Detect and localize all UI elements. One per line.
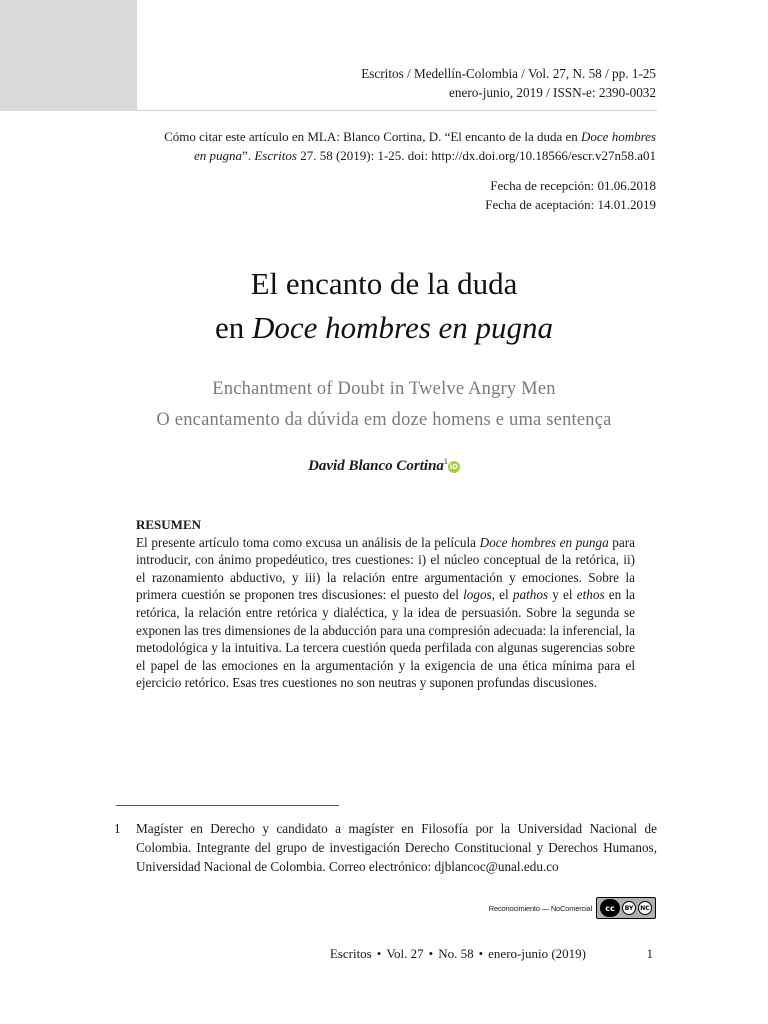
abstract-italic: pathos: [512, 587, 549, 603]
abstract-heading: RESUMEN: [136, 517, 202, 532]
citation-doi[interactable]: 27. 58 (2019): 1-25. doi: http://dx.doi.org/10.18566/escr.v27n58.a01: [296, 148, 656, 163]
license-text: Reconocimiento — NoComercial: [488, 903, 592, 913]
footnote: [114, 819, 657, 876]
title-line: El encanto de la duda: [250, 266, 518, 301]
abstract-text: El presente artículo toma como excusa un análisis de la película: [136, 534, 480, 550]
english-title: Enchantment of Doubt in Twelve Angry Men: [212, 379, 556, 399]
author-footnote-mark[interactable]: 1: [443, 457, 448, 466]
abstract-italic: ethos: [576, 587, 605, 603]
article-title: [0, 262, 768, 350]
abstract-text: y el: [548, 587, 577, 603]
by-icon: BY: [622, 901, 636, 915]
footnote-text: Magíster en Derecho y candidato a magíster en Filosofía por la Universidad Nacional de Colombia. Integrante del grupo de investigación Derecho Constitucional y Derechos Humanos, Universidad Nacional de Colombia. Correo electrónico: djblancoc@unal.edu.co: [136, 821, 657, 874]
citation-film-title: Doce hombres: [581, 129, 656, 144]
footer-bullet: •: [478, 946, 484, 961]
journal-header-line: Escritos / Medellín-Colombia / Vol. 27, N. 58 / pp. 1-25: [361, 66, 656, 81]
journal-header-line: enero-junio, 2019 / ISSN-e: 2390-0032: [449, 85, 656, 100]
citation-journal: Escritos: [254, 148, 297, 163]
cc-icon: cc: [600, 899, 620, 917]
title-prefix: en: [214, 310, 252, 345]
accepted-date: Fecha de aceptación: 14.01.2019: [485, 197, 656, 212]
footer-number: No. 58: [438, 946, 474, 961]
abstract-section: [136, 516, 635, 692]
license-block[interactable]: [489, 897, 656, 919]
abstract-text: para introducir, con ánimo propedéutico, tres cuestiones: i) el núcleo conceptual de la retórica, ii) el razonamiento abductivo, y iii) la relación entre argumentación y emociones. Sobre la primera cuestión se proponen tres discusiones: el puesto del: [136, 534, 635, 603]
footnote-rule: [116, 805, 339, 806]
orcid-icon[interactable]: iD: [449, 463, 459, 471]
footer-journal: Escritos: [329, 946, 372, 961]
nc-icon: NC: [638, 901, 652, 915]
cc-license-badge[interactable]: [596, 897, 656, 919]
citation-prefix: Cómo citar este artículo en MLA: Blanco Cortina, D. “El encanto de la duda en: [164, 129, 582, 144]
corner-decoration: [0, 0, 137, 111]
portuguese-title: O encantamento da dúvida em doze homens e uma sentença: [156, 410, 612, 430]
running-footer: [330, 946, 586, 962]
citation-mid: ”.: [242, 148, 255, 163]
citation-block: [120, 127, 656, 165]
abstract-text: , el: [491, 587, 513, 603]
footer-volume: Vol. 27: [386, 946, 424, 961]
title-film: Doce hombres en pugna: [251, 310, 554, 345]
abstract-italic: logos: [463, 587, 492, 603]
footer-bullet: •: [376, 946, 382, 961]
title-line: [0, 306, 768, 350]
journal-header: [361, 64, 656, 102]
abstract-italic: Doce hombres en punga: [479, 534, 609, 550]
page-number: 1: [646, 946, 653, 961]
footnote-number: 1: [114, 821, 121, 836]
footer-bullet: •: [428, 946, 434, 961]
author-name: David Blanco Cortina: [308, 458, 444, 474]
footer-period: enero-junio (2019): [488, 946, 586, 961]
dates-block: [485, 176, 656, 214]
citation-film-title: en pugna: [194, 148, 243, 163]
abstract-text: en la retórica, la relación entre retórica y dialéctica, y la idea de persuasión. Sobre la segunda se exponen las tres dimensiones de la abducción para una compresión adecuada: la inferencial, la metodológica y la intuitiva. La tercera cuestión queda perfilada con algunas sugerencias sobre el papel de las emociones en la argumentación y la exigencia de una ética mínima para el ejercicio retórico. Esas tres cuestiones no son neutras y suponen profundas discusiones.: [136, 587, 635, 691]
received-date: Fecha de recepción: 01.06.2018: [490, 178, 656, 193]
author-line: [0, 457, 768, 475]
abstract-body: [136, 534, 635, 692]
header-rule: [137, 110, 657, 111]
